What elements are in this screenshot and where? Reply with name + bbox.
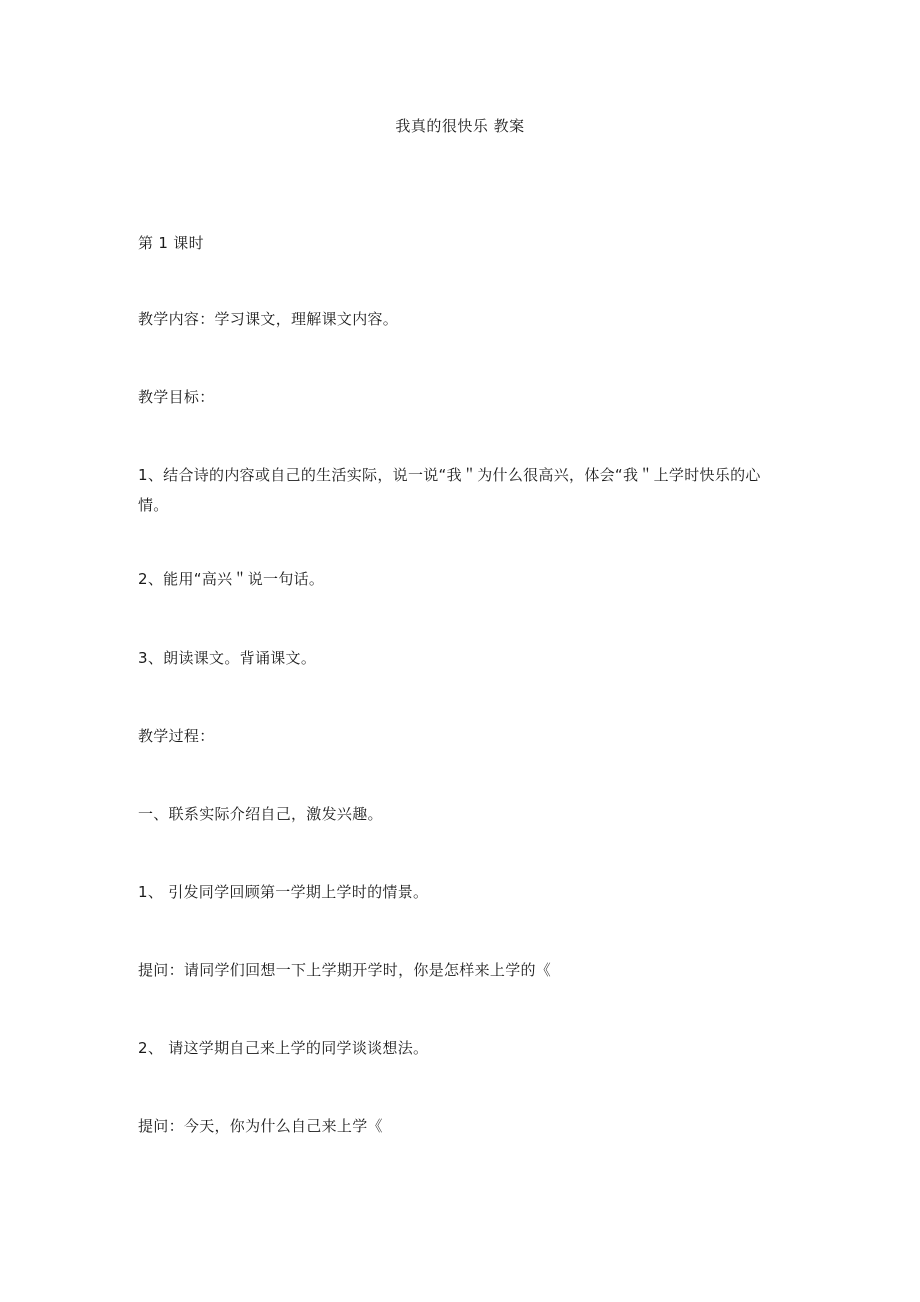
process-step-2: 2、 请这学期自己来上学的同学谈谈想法。 xyxy=(138,1039,429,1057)
process-section-1: 一、联系实际介绍自己，激发兴趣。 xyxy=(138,805,383,823)
question-2: 提问：今天，你为什么自己来上学《 xyxy=(138,1117,383,1135)
document-title: 我真的很快乐 教案 xyxy=(395,117,525,135)
goal-item-1: 1、结合诗的内容或自己的生活实际，说一说“我＂为什么很高兴，体会“我＂上学时快乐的心情。 xyxy=(138,466,761,514)
goal-item-2: 2、能用“高兴＂说一句话。 xyxy=(138,570,325,588)
process-step-1: 1、 引发同学回顾第一学期上学时的情景。 xyxy=(138,883,429,901)
lesson-period: 第 1 课时 xyxy=(138,234,204,252)
teaching-process-heading: 教学过程： xyxy=(138,727,215,745)
teaching-content: 教学内容：学习课文，理解课文内容。 xyxy=(138,310,399,328)
goal-item-3: 3、朗读课文。背诵课文。 xyxy=(138,649,317,667)
teaching-goals-heading: 教学目标： xyxy=(138,388,215,406)
question-1: 提问：请同学们回想一下上学期开学时，你是怎样来上学的《 xyxy=(138,961,552,979)
